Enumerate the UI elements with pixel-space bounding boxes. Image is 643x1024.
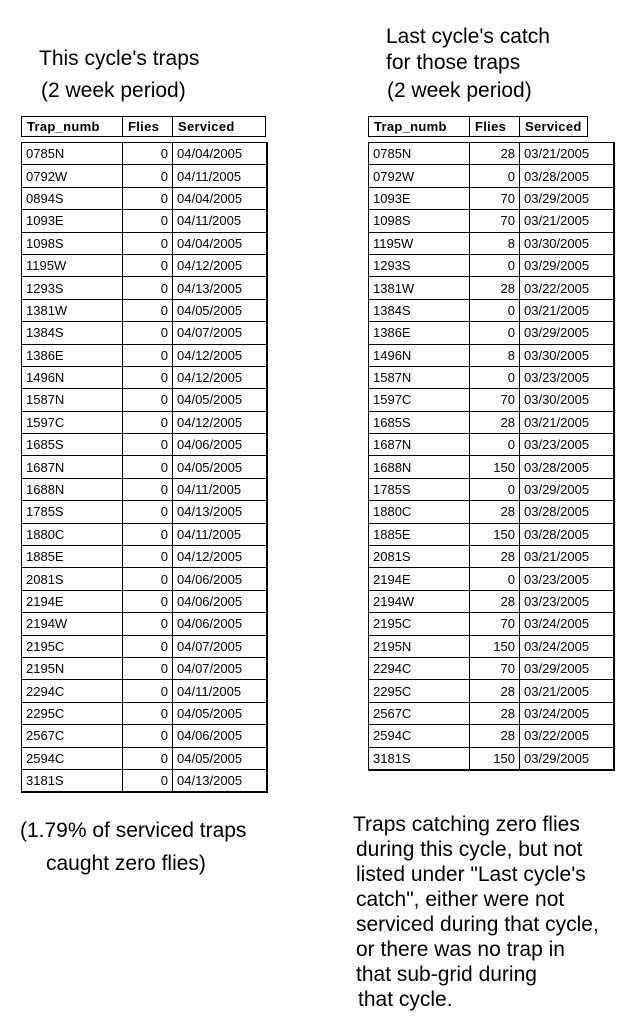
serviced-cell: 04/13/2005 bbox=[173, 769, 267, 792]
table-row[interactable] bbox=[22, 389, 267, 411]
serviced-cell: 04/12/2005 bbox=[173, 344, 267, 366]
table-row[interactable] bbox=[22, 344, 267, 366]
trap-numb-cell: 2081S bbox=[22, 568, 123, 590]
trap-numb-cell: 2594C bbox=[369, 725, 470, 747]
flies-cell: 0 bbox=[470, 478, 520, 500]
serviced-cell: 04/11/2005 bbox=[173, 523, 267, 545]
flies-cell: 0 bbox=[123, 232, 173, 254]
trap-numb-cell: 1587N bbox=[369, 366, 470, 388]
flies-cell: 0 bbox=[123, 366, 173, 388]
flies-cell: 0 bbox=[123, 187, 173, 209]
serviced-cell: 04/07/2005 bbox=[173, 635, 267, 657]
table-row[interactable] bbox=[22, 210, 267, 232]
right-table-header bbox=[368, 116, 588, 137]
right-title-line2: for those traps bbox=[386, 51, 521, 74]
right-note-line: that sub-grid during bbox=[356, 963, 537, 986]
column-header-flies[interactable]: Flies bbox=[470, 117, 520, 137]
flies-cell: 0 bbox=[470, 434, 520, 456]
table-row[interactable] bbox=[369, 232, 614, 254]
column-header-trap-numb[interactable]: Trap_numb bbox=[369, 117, 470, 137]
column-header-serviced[interactable]: Serviced bbox=[173, 117, 266, 137]
trap-numb-cell: 1597C bbox=[369, 389, 470, 411]
serviced-cell: 03/24/2005 bbox=[520, 613, 614, 635]
trap-numb-cell: 1785S bbox=[369, 478, 470, 500]
trap-numb-cell: 1688N bbox=[369, 456, 470, 478]
trap-numb-cell: 1885E bbox=[369, 523, 470, 545]
trap-numb-cell: 2195C bbox=[22, 635, 123, 657]
trap-numb-cell: 1093E bbox=[22, 210, 123, 232]
trap-numb-cell: 1195W bbox=[369, 232, 470, 254]
trap-numb-cell: 1885E bbox=[22, 546, 123, 568]
table-row[interactable] bbox=[369, 456, 614, 478]
serviced-cell: 04/07/2005 bbox=[173, 657, 267, 679]
serviced-cell: 03/24/2005 bbox=[520, 635, 614, 657]
serviced-cell: 03/23/2005 bbox=[520, 590, 614, 612]
table-row[interactable] bbox=[369, 344, 614, 366]
serviced-cell: 03/21/2005 bbox=[520, 546, 614, 568]
table-row[interactable] bbox=[22, 434, 267, 456]
trap-numb-cell: 1880C bbox=[22, 523, 123, 545]
trap-numb-cell: 2194W bbox=[22, 613, 123, 635]
flies-cell: 0 bbox=[470, 366, 520, 388]
trap-numb-cell: 1098S bbox=[369, 210, 470, 232]
table-row[interactable] bbox=[369, 657, 614, 679]
table-row[interactable] bbox=[369, 434, 614, 456]
flies-cell: 0 bbox=[123, 546, 173, 568]
table-row[interactable] bbox=[22, 680, 267, 702]
flies-cell: 150 bbox=[470, 747, 520, 770]
serviced-cell: 03/23/2005 bbox=[520, 434, 614, 456]
table-row[interactable] bbox=[22, 254, 267, 276]
serviced-cell: 03/28/2005 bbox=[520, 165, 614, 187]
table-row[interactable] bbox=[369, 725, 614, 747]
trap-numb-cell: 2567C bbox=[22, 725, 123, 747]
trap-numb-cell: 0792W bbox=[22, 165, 123, 187]
trap-numb-cell: 1093E bbox=[369, 187, 470, 209]
trap-numb-cell: 0785N bbox=[22, 143, 123, 165]
table-row[interactable] bbox=[22, 456, 267, 478]
serviced-cell: 03/21/2005 bbox=[520, 143, 614, 165]
trap-numb-cell: 1685S bbox=[369, 411, 470, 433]
table-row[interactable] bbox=[369, 501, 614, 523]
flies-cell: 0 bbox=[470, 165, 520, 187]
table-row[interactable] bbox=[22, 568, 267, 590]
flies-cell: 0 bbox=[123, 747, 173, 769]
right-title-line3: (2 week period) bbox=[387, 79, 532, 102]
trap-numb-cell: 2195C bbox=[369, 613, 470, 635]
flies-cell: 0 bbox=[123, 568, 173, 590]
flies-cell: 0 bbox=[123, 165, 173, 187]
serviced-cell: 03/29/2005 bbox=[520, 747, 614, 770]
serviced-cell: 03/30/2005 bbox=[520, 344, 614, 366]
serviced-cell: 04/05/2005 bbox=[173, 456, 267, 478]
serviced-cell: 03/23/2005 bbox=[520, 366, 614, 388]
flies-cell: 28 bbox=[470, 546, 520, 568]
flies-cell: 70 bbox=[470, 613, 520, 635]
table-row[interactable] bbox=[369, 613, 614, 635]
trap-numb-cell: 1688N bbox=[22, 478, 123, 500]
trap-numb-cell: 2295C bbox=[369, 680, 470, 702]
flies-cell: 150 bbox=[470, 456, 520, 478]
serviced-cell: 04/04/2005 bbox=[173, 143, 267, 165]
trap-numb-cell: 1384S bbox=[22, 322, 123, 344]
table-row[interactable] bbox=[22, 702, 267, 724]
flies-cell: 0 bbox=[123, 299, 173, 321]
flies-cell: 0 bbox=[123, 254, 173, 276]
serviced-cell: 04/12/2005 bbox=[173, 254, 267, 276]
table-row[interactable] bbox=[22, 725, 267, 747]
serviced-cell: 04/05/2005 bbox=[173, 747, 267, 769]
flies-cell: 0 bbox=[123, 434, 173, 456]
serviced-cell: 03/21/2005 bbox=[520, 680, 614, 702]
flies-cell: 0 bbox=[123, 322, 173, 344]
flies-cell: 0 bbox=[123, 613, 173, 635]
flies-cell: 28 bbox=[470, 411, 520, 433]
flies-cell: 0 bbox=[123, 523, 173, 545]
trap-numb-cell: 0894S bbox=[22, 187, 123, 209]
flies-cell: 70 bbox=[470, 389, 520, 411]
left-table bbox=[21, 142, 268, 793]
table-row[interactable] bbox=[22, 635, 267, 657]
table-row[interactable] bbox=[369, 254, 614, 276]
table-row[interactable] bbox=[22, 478, 267, 500]
column-header-serviced[interactable]: Serviced bbox=[520, 117, 588, 137]
serviced-cell: 03/29/2005 bbox=[520, 478, 614, 500]
right-note-line: Traps catching zero flies bbox=[353, 813, 580, 836]
table-row[interactable] bbox=[369, 389, 614, 411]
serviced-cell: 03/21/2005 bbox=[520, 210, 614, 232]
flies-cell: 70 bbox=[470, 187, 520, 209]
table-row[interactable] bbox=[22, 523, 267, 545]
trap-numb-cell: 1496N bbox=[22, 366, 123, 388]
table-row[interactable] bbox=[369, 366, 614, 388]
flies-cell: 0 bbox=[123, 143, 173, 165]
flies-cell: 0 bbox=[470, 254, 520, 276]
table-row[interactable] bbox=[22, 299, 267, 321]
table-row[interactable] bbox=[22, 366, 267, 388]
serviced-cell: 03/28/2005 bbox=[520, 501, 614, 523]
trap-numb-cell: 2567C bbox=[369, 702, 470, 724]
trap-numb-cell: 2195N bbox=[369, 635, 470, 657]
serviced-cell: 04/13/2005 bbox=[173, 501, 267, 523]
table-row[interactable] bbox=[22, 187, 267, 209]
serviced-cell: 03/29/2005 bbox=[520, 657, 614, 679]
flies-cell: 0 bbox=[123, 210, 173, 232]
trap-numb-cell: 2294C bbox=[22, 680, 123, 702]
right-table bbox=[368, 142, 615, 771]
trap-numb-cell: 2294C bbox=[369, 657, 470, 679]
table-row[interactable] bbox=[369, 478, 614, 500]
table-row[interactable] bbox=[22, 501, 267, 523]
left-note-line2: caught zero flies) bbox=[46, 852, 206, 875]
flies-cell: 0 bbox=[123, 590, 173, 612]
flies-cell: 0 bbox=[123, 769, 173, 792]
trap-numb-cell: 2594C bbox=[22, 747, 123, 769]
serviced-cell: 04/06/2005 bbox=[173, 725, 267, 747]
table-row[interactable] bbox=[369, 322, 614, 344]
serviced-cell: 03/23/2005 bbox=[520, 568, 614, 590]
serviced-cell: 03/22/2005 bbox=[520, 277, 614, 299]
serviced-cell: 03/30/2005 bbox=[520, 232, 614, 254]
trap-numb-cell: 1880C bbox=[369, 501, 470, 523]
left-note-line1: (1.79% of serviced traps bbox=[20, 819, 247, 842]
flies-cell: 0 bbox=[123, 277, 173, 299]
table-row[interactable] bbox=[22, 546, 267, 568]
flies-cell: 8 bbox=[470, 344, 520, 366]
table-row[interactable] bbox=[22, 165, 267, 187]
flies-cell: 0 bbox=[123, 344, 173, 366]
flies-cell: 28 bbox=[470, 277, 520, 299]
trap-numb-cell: 1496N bbox=[369, 344, 470, 366]
trap-numb-cell: 1687N bbox=[369, 434, 470, 456]
table-row[interactable] bbox=[22, 590, 267, 612]
table-row[interactable] bbox=[369, 523, 614, 545]
flies-cell: 0 bbox=[123, 478, 173, 500]
table-row[interactable] bbox=[22, 769, 267, 792]
trap-numb-cell: 1597C bbox=[22, 411, 123, 433]
trap-numb-cell: 1384S bbox=[369, 299, 470, 321]
serviced-cell: 03/21/2005 bbox=[520, 411, 614, 433]
flies-cell: 28 bbox=[470, 702, 520, 724]
trap-numb-cell: 0785N bbox=[369, 143, 470, 165]
table-row[interactable] bbox=[22, 232, 267, 254]
serviced-cell: 03/29/2005 bbox=[520, 187, 614, 209]
table-row[interactable] bbox=[22, 747, 267, 769]
flies-cell: 0 bbox=[123, 456, 173, 478]
trap-numb-cell: 1785S bbox=[22, 501, 123, 523]
trap-numb-cell: 1587N bbox=[22, 389, 123, 411]
serviced-cell: 03/28/2005 bbox=[520, 456, 614, 478]
table-row[interactable] bbox=[369, 411, 614, 433]
flies-cell: 0 bbox=[123, 635, 173, 657]
flies-cell: 28 bbox=[470, 725, 520, 747]
serviced-cell: 03/29/2005 bbox=[520, 322, 614, 344]
table-row[interactable] bbox=[22, 143, 267, 165]
flies-cell: 0 bbox=[470, 322, 520, 344]
trap-numb-cell: 1687N bbox=[22, 456, 123, 478]
table-row[interactable] bbox=[22, 277, 267, 299]
flies-cell: 28 bbox=[470, 501, 520, 523]
serviced-cell: 04/05/2005 bbox=[173, 702, 267, 724]
serviced-cell: 04/06/2005 bbox=[173, 613, 267, 635]
table-row[interactable] bbox=[369, 210, 614, 232]
serviced-cell: 04/11/2005 bbox=[173, 680, 267, 702]
column-header-trap-numb[interactable]: Trap_numb bbox=[22, 117, 123, 137]
serviced-cell: 04/06/2005 bbox=[173, 590, 267, 612]
table-row[interactable] bbox=[369, 299, 614, 321]
serviced-cell: 03/30/2005 bbox=[520, 389, 614, 411]
left-table-header bbox=[21, 116, 266, 137]
flies-cell: 150 bbox=[470, 635, 520, 657]
trap-numb-cell: 1386E bbox=[369, 322, 470, 344]
serviced-cell: 04/12/2005 bbox=[173, 366, 267, 388]
flies-cell: 0 bbox=[123, 411, 173, 433]
flies-cell: 70 bbox=[470, 657, 520, 679]
right-note-line: or there was no trap in bbox=[356, 938, 565, 961]
flies-cell: 0 bbox=[470, 568, 520, 590]
trap-numb-cell: 1098S bbox=[22, 232, 123, 254]
serviced-cell: 03/24/2005 bbox=[520, 702, 614, 724]
table-row[interactable] bbox=[22, 322, 267, 344]
table-row[interactable] bbox=[369, 568, 614, 590]
table-row[interactable] bbox=[369, 747, 614, 770]
table-row[interactable] bbox=[369, 143, 614, 165]
right-note-line: serviced during that cycle, bbox=[356, 913, 599, 936]
left-title-line1: This cycle's traps bbox=[39, 47, 200, 70]
trap-numb-cell: 1293S bbox=[369, 254, 470, 276]
trap-numb-cell: 1386E bbox=[22, 344, 123, 366]
flies-cell: 28 bbox=[470, 143, 520, 165]
trap-numb-cell: 2295C bbox=[22, 702, 123, 724]
column-header-flies[interactable]: Flies bbox=[123, 117, 173, 137]
flies-cell: 8 bbox=[470, 232, 520, 254]
flies-cell: 0 bbox=[123, 702, 173, 724]
flies-cell: 70 bbox=[470, 210, 520, 232]
flies-cell: 0 bbox=[470, 299, 520, 321]
trap-numb-cell: 1381W bbox=[369, 277, 470, 299]
serviced-cell: 03/28/2005 bbox=[520, 523, 614, 545]
table-row[interactable] bbox=[22, 411, 267, 433]
flies-cell: 0 bbox=[123, 389, 173, 411]
table-row[interactable] bbox=[369, 635, 614, 657]
trap-numb-cell: 2081S bbox=[369, 546, 470, 568]
trap-numb-cell: 2194E bbox=[22, 590, 123, 612]
table-row[interactable] bbox=[369, 590, 614, 612]
serviced-cell: 04/06/2005 bbox=[173, 568, 267, 590]
serviced-cell: 04/04/2005 bbox=[173, 187, 267, 209]
serviced-cell: 04/11/2005 bbox=[173, 210, 267, 232]
serviced-cell: 03/22/2005 bbox=[520, 725, 614, 747]
flies-cell: 0 bbox=[123, 501, 173, 523]
table-row[interactable] bbox=[22, 657, 267, 679]
trap-numb-cell: 0792W bbox=[369, 165, 470, 187]
trap-numb-cell: 2195N bbox=[22, 657, 123, 679]
table-row[interactable] bbox=[369, 277, 614, 299]
serviced-cell: 03/29/2005 bbox=[520, 254, 614, 276]
table-row[interactable] bbox=[369, 187, 614, 209]
right-note-line: catch", either were not bbox=[356, 888, 565, 911]
table-row[interactable] bbox=[369, 165, 614, 187]
trap-numb-cell: 1293S bbox=[22, 277, 123, 299]
right-note-line: listed under "Last cycle's bbox=[356, 863, 586, 886]
serviced-cell: 04/06/2005 bbox=[173, 434, 267, 456]
serviced-cell: 04/05/2005 bbox=[173, 299, 267, 321]
serviced-cell: 04/05/2005 bbox=[173, 389, 267, 411]
serviced-cell: 04/04/2005 bbox=[173, 232, 267, 254]
table-row[interactable] bbox=[369, 680, 614, 702]
right-note-line: that cycle. bbox=[358, 988, 453, 1011]
table-row[interactable] bbox=[22, 613, 267, 635]
right-note-line: during this cycle, but not bbox=[356, 838, 583, 861]
flies-cell: 0 bbox=[123, 725, 173, 747]
flies-cell: 28 bbox=[470, 680, 520, 702]
serviced-cell: 04/12/2005 bbox=[173, 411, 267, 433]
right-title-line1: Last cycle's catch bbox=[386, 25, 550, 48]
trap-numb-cell: 1685S bbox=[22, 434, 123, 456]
trap-numb-cell: 1381W bbox=[22, 299, 123, 321]
trap-numb-cell: 2194W bbox=[369, 590, 470, 612]
flies-cell: 0 bbox=[123, 680, 173, 702]
trap-numb-cell: 3181S bbox=[369, 747, 470, 770]
serviced-cell: 04/11/2005 bbox=[173, 478, 267, 500]
serviced-cell: 04/13/2005 bbox=[173, 277, 267, 299]
table-row[interactable] bbox=[369, 546, 614, 568]
serviced-cell: 04/07/2005 bbox=[173, 322, 267, 344]
flies-cell: 28 bbox=[470, 590, 520, 612]
trap-numb-cell: 2194E bbox=[369, 568, 470, 590]
trap-numb-cell: 1195W bbox=[22, 254, 123, 276]
left-title-line2: (2 week period) bbox=[41, 79, 186, 102]
trap-numb-cell: 3181S bbox=[22, 769, 123, 792]
serviced-cell: 04/11/2005 bbox=[173, 165, 267, 187]
serviced-cell: 04/12/2005 bbox=[173, 546, 267, 568]
flies-cell: 150 bbox=[470, 523, 520, 545]
table-row[interactable] bbox=[369, 702, 614, 724]
serviced-cell: 03/21/2005 bbox=[520, 299, 614, 321]
flies-cell: 0 bbox=[123, 657, 173, 679]
